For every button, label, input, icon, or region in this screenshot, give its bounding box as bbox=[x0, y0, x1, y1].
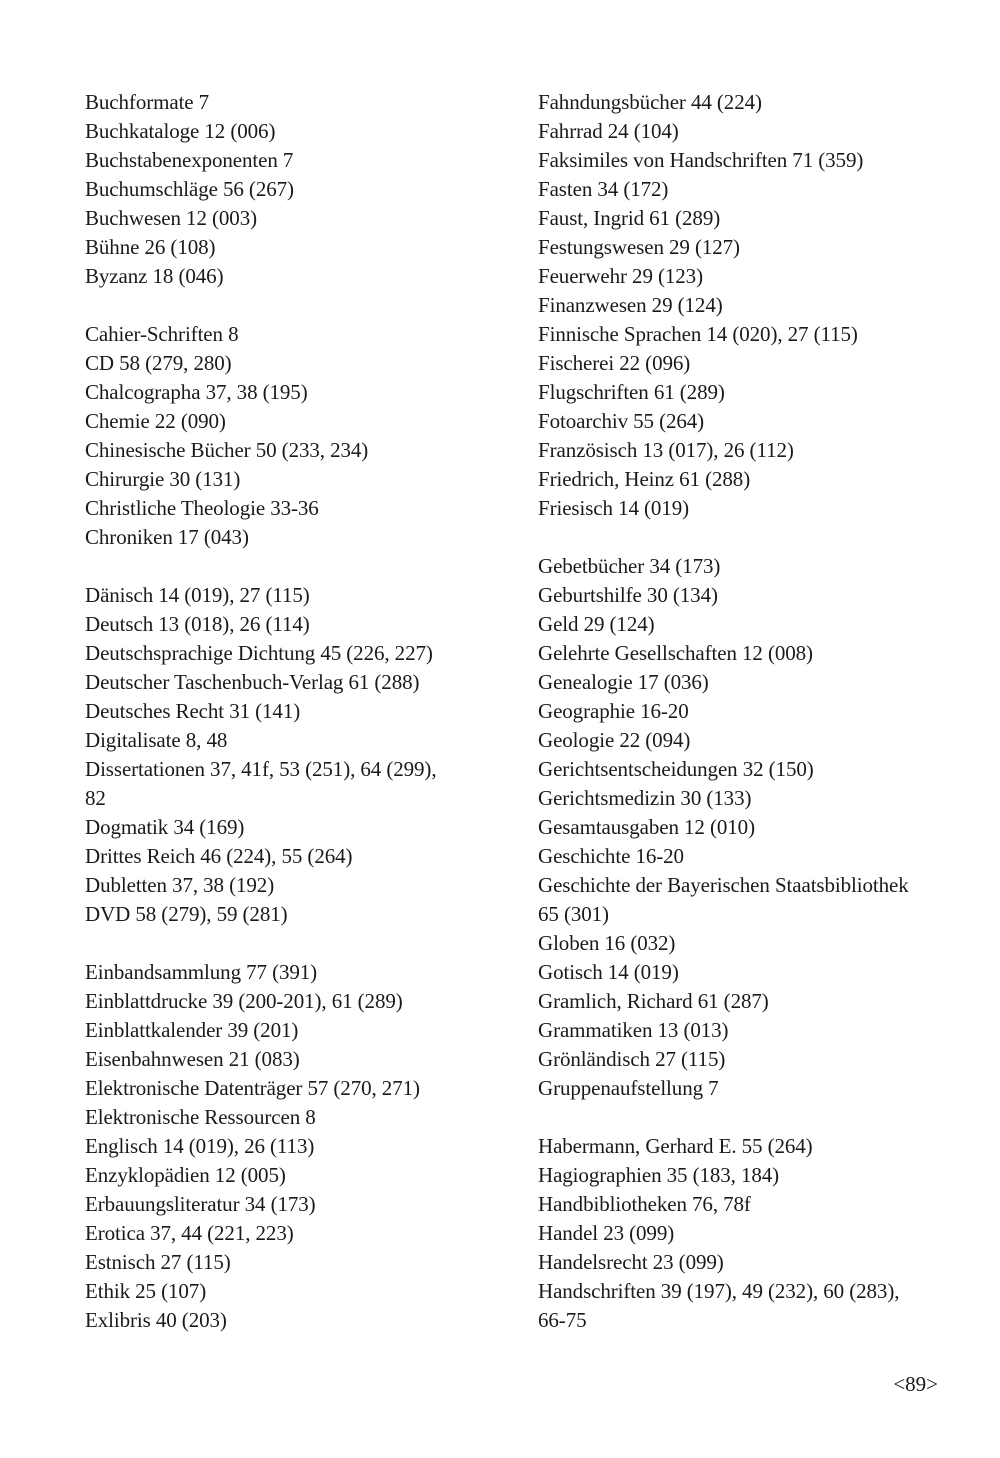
index-entry: Französisch 13 (017), 26 (112) bbox=[538, 438, 794, 462]
index-entry: Faust, Ingrid 61 (289) bbox=[538, 206, 721, 230]
index-entry: Elektronische Datenträger 57 (270, 271) bbox=[85, 1076, 420, 1100]
index-entry: Drittes Reich 46 (224), 55 (264) bbox=[85, 844, 353, 868]
index-entry: Deutsches Recht 31 (141) bbox=[85, 699, 301, 723]
index-entry: Geburtshilfe 30 (134) bbox=[538, 583, 718, 607]
index-entry: 66-75 bbox=[538, 1308, 587, 1332]
index-entry: Dogmatik 34 (169) bbox=[85, 815, 245, 839]
index-entry: Fahrrad 24 (104) bbox=[538, 119, 679, 143]
index-entry: Einbandsammlung 77 (391) bbox=[85, 960, 318, 984]
index-entry: Bühne 26 (108) bbox=[85, 235, 216, 259]
index-entry: Chroniken 17 (043) bbox=[85, 525, 249, 549]
index-entry: Fotoarchiv 55 (264) bbox=[538, 409, 705, 433]
index-entry: Buchformate 7 bbox=[85, 90, 210, 114]
index-entry: Grammatiken 13 (013) bbox=[538, 1018, 729, 1042]
index-entry: Christliche Theologie 33-36 bbox=[85, 496, 319, 520]
index-entry: Fasten 34 (172) bbox=[538, 177, 669, 201]
index-entry: Handelsrecht 23 (099) bbox=[538, 1250, 724, 1274]
index-entry: Erotica 37, 44 (221, 223) bbox=[85, 1221, 294, 1245]
index-entry: Chinesische Bücher 50 (233, 234) bbox=[85, 438, 369, 462]
index-entry: CD 58 (279, 280) bbox=[85, 351, 232, 375]
index-entry: Ethik 25 (107) bbox=[85, 1279, 207, 1303]
index-entry: Eisenbahnwesen 21 (083) bbox=[85, 1047, 300, 1071]
index-entry: Chirurgie 30 (131) bbox=[85, 467, 241, 491]
index-group bbox=[538, 88, 958, 523]
index-entry: Fahndungsbücher 44 (224) bbox=[538, 90, 762, 114]
index-entry: Handschriften 39 (197), 49 (232), 60 (283), bbox=[538, 1279, 900, 1303]
index-entry: 82 bbox=[85, 786, 106, 810]
index-entry: Dubletten 37, 38 (192) bbox=[85, 873, 275, 897]
index-entry: Chemie 22 (090) bbox=[85, 409, 226, 433]
index-entry: Einblattkalender 39 (201) bbox=[85, 1018, 299, 1042]
left-index-column bbox=[85, 88, 505, 1335]
index-entry: Finanzwesen 29 (124) bbox=[538, 293, 723, 317]
index-group bbox=[85, 958, 505, 1335]
index-entry: Buchumschläge 56 (267) bbox=[85, 177, 294, 201]
index-group bbox=[85, 581, 505, 929]
right-index-column bbox=[538, 88, 958, 1335]
index-entry: Gerichtsmedizin 30 (133) bbox=[538, 786, 752, 810]
index-entry: Exlibris 40 (203) bbox=[85, 1308, 227, 1332]
index-entry: Estnisch 27 (115) bbox=[85, 1250, 231, 1274]
index-entry: Geschichte der Bayerischen Staatsbibliothek bbox=[538, 873, 909, 897]
index-entry: Geld 29 (124) bbox=[538, 612, 655, 636]
index-entry: Deutscher Taschenbuch-Verlag 61 (288) bbox=[85, 670, 420, 694]
index-entry: Faksimiles von Handschriften 71 (359) bbox=[538, 148, 864, 172]
index-entry: Fischerei 22 (096) bbox=[538, 351, 691, 375]
index-entry: Gotisch 14 (019) bbox=[538, 960, 679, 984]
index-entry: Flugschriften 61 (289) bbox=[538, 380, 725, 404]
index-entry: Dänisch 14 (019), 27 (115) bbox=[85, 583, 310, 607]
index-entry: Finnische Sprachen 14 (020), 27 (115) bbox=[538, 322, 858, 346]
index-entry: Gelehrte Gesellschaften 12 (008) bbox=[538, 641, 813, 665]
index-entry: Geologie 22 (094) bbox=[538, 728, 691, 752]
index-entry: Buchstabenexponenten 7 bbox=[85, 148, 294, 172]
index-entry: Gesamtausgaben 12 (010) bbox=[538, 815, 755, 839]
index-entry: Einblattdrucke 39 (200-201), 61 (289) bbox=[85, 989, 403, 1013]
index-entry: Geschichte 16-20 bbox=[538, 844, 684, 868]
index-entry: 65 (301) bbox=[538, 902, 609, 926]
index-entry: Erbauungsliteratur 34 (173) bbox=[85, 1192, 316, 1216]
index-group bbox=[85, 320, 505, 552]
index-entry: Feuerwehr 29 (123) bbox=[538, 264, 703, 288]
index-entry: Byzanz 18 (046) bbox=[85, 264, 224, 288]
index-entry: DVD 58 (279), 59 (281) bbox=[85, 902, 288, 926]
index-entry: Buchkataloge 12 (006) bbox=[85, 119, 276, 143]
index-entry: Cahier-Schriften 8 bbox=[85, 322, 239, 346]
index-entry: Genealogie 17 (036) bbox=[538, 670, 709, 694]
index-entry: Gruppenaufstellung 7 bbox=[538, 1076, 719, 1100]
index-entry: Deutsch 13 (018), 26 (114) bbox=[85, 612, 310, 636]
index-entry: Englisch 14 (019), 26 (113) bbox=[85, 1134, 315, 1158]
index-group bbox=[538, 1132, 958, 1335]
index-entry: Geographie 16-20 bbox=[538, 699, 689, 723]
index-entry: Gebetbücher 34 (173) bbox=[538, 554, 721, 578]
index-entry: Globen 16 (032) bbox=[538, 931, 676, 955]
index-entry: Hagiographien 35 (183, 184) bbox=[538, 1163, 780, 1187]
index-entry: Chalcographa 37, 38 (195) bbox=[85, 380, 308, 404]
index-entry: Dissertationen 37, 41f, 53 (251), 64 (299), bbox=[85, 757, 437, 781]
index-entry: Grönländisch 27 (115) bbox=[538, 1047, 726, 1071]
index-group bbox=[85, 88, 505, 291]
index-entry: Habermann, Gerhard E. 55 (264) bbox=[538, 1134, 813, 1158]
index-entry: Gramlich, Richard 61 (287) bbox=[538, 989, 769, 1013]
index-entry: Enzyklopädien 12 (005) bbox=[85, 1163, 286, 1187]
index-entry: Friesisch 14 (019) bbox=[538, 496, 690, 520]
index-entry: Buchwesen 12 (003) bbox=[85, 206, 257, 230]
index-entry: Handbibliotheken 76, 78f bbox=[538, 1192, 751, 1216]
index-entry: Elektronische Ressourcen 8 bbox=[85, 1105, 316, 1129]
index-entry: Festungswesen 29 (127) bbox=[538, 235, 740, 259]
index-entry: Deutschsprachige Dichtung 45 (226, 227) bbox=[85, 641, 433, 665]
index-entry: Digitalisate 8, 48 bbox=[85, 728, 228, 752]
page-number: <89> bbox=[893, 1372, 938, 1396]
index-entry: Gerichtsentscheidungen 32 (150) bbox=[538, 757, 814, 781]
index-entry: Handel 23 (099) bbox=[538, 1221, 675, 1245]
index-group bbox=[538, 552, 958, 1103]
index-entry: Friedrich, Heinz 61 (288) bbox=[538, 467, 751, 491]
